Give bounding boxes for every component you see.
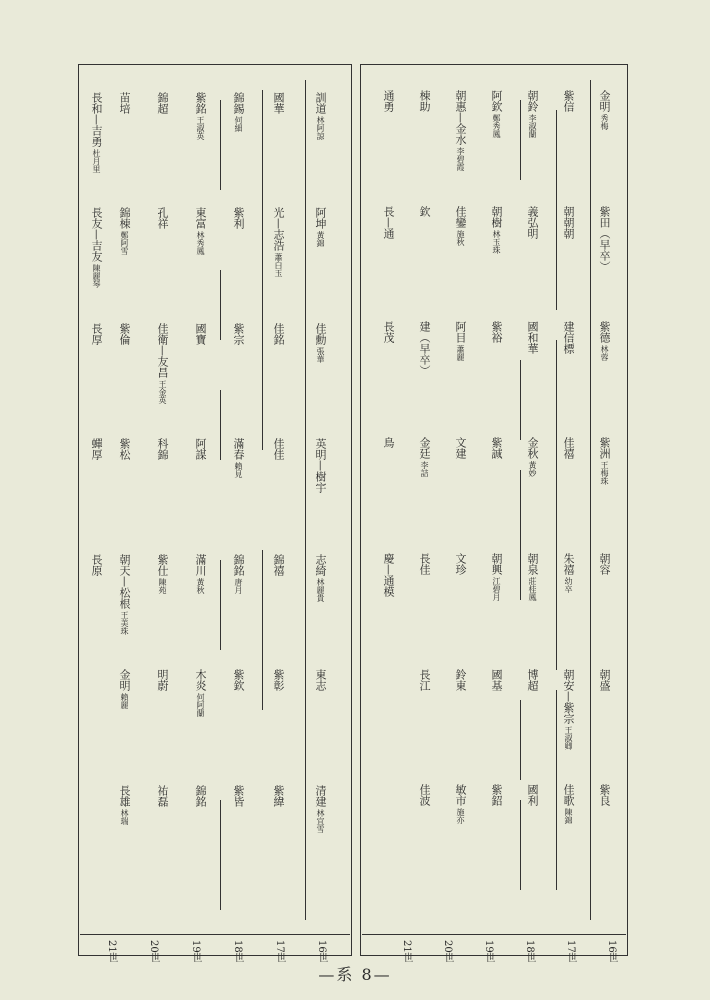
spouse-note: 李詰 [420,461,429,478]
person-entry [156,554,168,594]
person-entry [272,554,284,576]
spouse-note: 杜月里 [92,149,101,173]
person-entry [490,669,502,691]
person-name: 滿春 [232,438,245,461]
person-entry [418,206,430,217]
person-entry [118,207,130,255]
person-name: 阿欽 [490,90,503,112]
generation-label: 21世 [401,940,412,963]
spouse-note: 林阿諒 [316,116,325,140]
person-name: 東志 [314,669,327,692]
person-entry [314,323,326,363]
person-entry [118,323,130,345]
spouse-note: 王淑英 [196,116,205,140]
person-name: 棟助 [418,90,431,112]
person-name: 阿目 [454,321,467,344]
person-entry [272,785,284,807]
person-entry [382,437,394,448]
person-entry [526,669,538,691]
person-name: 佳衛—友昌 [156,322,169,378]
person-entry [454,206,466,246]
person-entry [314,207,326,247]
generation-label: 18世 [232,940,243,963]
tree-branch-left-7 [220,560,221,650]
person-name: 科錦 [156,438,169,461]
person-name: 佳禧 [562,437,575,460]
person-name: 紫銘 [194,92,207,114]
generation-label: 16世 [316,940,327,963]
person-name: 紫利 [232,207,245,230]
person-name: 光—志浩 [272,207,285,252]
person-entry [232,669,244,691]
spouse-note: 陳錦 [564,808,573,825]
person-name: 國利 [526,784,539,807]
gen-divider-left-top [80,934,350,935]
person-name: 紫誠 [490,437,503,460]
person-entry [314,669,326,691]
person-entry [526,321,538,354]
person-entry [490,321,502,343]
generation-label: 20世 [442,940,453,963]
person-name: 錦棟 [118,207,131,230]
person-name: 蟬厚 [90,438,103,461]
person-entry [232,92,244,132]
person-name: 紫欽 [232,669,245,692]
spouse-note: 李碧霞 [456,147,465,171]
spouse-note: 黃妙 [528,461,537,478]
person-entry [454,669,466,691]
spouse-note: 賴麗 [120,693,129,710]
person-entry [562,784,574,824]
person-entry [194,438,206,460]
person-name: 國華 [272,92,285,114]
person-entry [194,323,206,345]
person-name: 錦銘 [194,784,207,807]
person-name: 文珍 [454,552,467,575]
person-name: 紫良 [598,784,611,807]
tree-branch-left-8 [220,800,221,910]
person-entry [156,438,168,460]
person-name: 長—通 [382,205,395,239]
tree-branch-right-4 [520,100,521,180]
tree-branch-right-6 [520,470,521,600]
person-entry [418,784,430,806]
person-name: 紫洲 [598,437,611,460]
spouse-note: 蕭麗 [456,345,465,362]
generation-label: 17世 [274,940,285,963]
person-name: 祐磊 [156,784,169,807]
person-entry [418,669,430,691]
person-name: 紫田（早卒） [598,205,611,272]
tree-branch-left-3 [262,550,263,710]
person-name: 志綺 [314,553,327,576]
generation-label: 17世 [565,940,576,963]
person-name: 國和華 [526,321,539,355]
tree-branch-right-7 [520,700,521,780]
person-name: 鳥 [382,437,395,449]
person-name: 紫德 [598,321,611,344]
tree-branch-right-8 [520,800,521,890]
spouse-note: 賴見 [234,462,243,479]
person-entry [90,207,102,288]
person-name: 建（早卒） [418,321,431,377]
person-name: 苗培 [118,92,131,114]
spouse-note: 蕭白玉 [274,253,283,278]
person-name: 佳鑾 [454,205,467,228]
person-entry [382,206,394,239]
tree-trunk-left [305,80,306,920]
person-name: 紫信 [562,90,575,112]
spouse-note: 黃錦 [316,231,325,248]
person-entry [156,92,168,114]
person-name: 義弘明 [526,205,539,239]
person-name: 紫宗 [232,322,245,345]
person-entry [418,90,430,112]
person-name: 阿謀 [194,438,207,461]
person-name: 紫緯 [272,784,285,807]
person-entry [156,669,168,691]
tree-branch-left-2 [262,190,263,450]
person-entry [598,553,610,575]
generation-label: 18世 [524,940,535,963]
tree-trunk-right [590,80,591,920]
person-entry [454,553,466,575]
spouse-note: 莊桂鳳 [528,576,537,601]
person-name: 長和—吉勇 [90,92,103,147]
person-name: 金秋 [526,437,539,460]
spouse-note: 王金英 [158,379,167,404]
person-name: 文建 [454,437,467,460]
person-entry [598,669,610,691]
person-name: 朝樹 [490,205,503,228]
person-name: 英明—樹宇 [314,438,327,494]
person-name: 錦銘 [232,553,245,576]
person-name: 慶—通模 [382,552,395,597]
person-entry [454,784,466,824]
person-name: 紫彰 [272,669,285,692]
generation-label: 20世 [148,940,159,963]
person-name: 朝安—紫宗 [562,668,575,724]
person-entry [454,90,466,171]
tree-branch-right-3 [556,690,557,890]
tree-branch-left-1 [262,90,263,200]
person-entry [382,553,394,597]
generation-label: 16世 [606,940,617,963]
person-entry [562,206,574,239]
person-name: 訓道 [314,92,327,114]
tree-branch-right-5 [520,360,521,440]
person-name: 朝惠—金水 [454,90,467,145]
person-name: 朝盛 [598,668,611,691]
person-name: 朝鈴 [526,90,539,112]
person-name: 朝容 [598,552,611,575]
person-name: 長江 [418,668,431,691]
gen-divider-right-top [362,934,626,935]
person-entry [194,554,206,594]
spouse-note: 王美珠 [120,610,129,635]
person-entry [118,92,130,114]
person-entry [90,554,102,576]
person-entry [118,554,130,635]
person-name: 金明 [598,90,611,112]
person-name: 國寶 [194,322,207,345]
person-entry [272,669,284,691]
person-name: 佳佳 [272,438,285,461]
person-entry [490,553,502,601]
person-name: 長友—吉友 [90,207,103,263]
person-name: 博超 [526,668,539,691]
generation-label: 19世 [483,940,494,963]
spouse-note: 施秋 [456,229,465,246]
person-name: 敏市 [454,784,467,807]
person-entry [194,669,206,717]
spouse-note: 林麗貴 [316,577,325,602]
tree-branch-left-5 [220,270,221,340]
person-name: 錦超 [156,92,169,114]
person-entry [454,321,466,361]
person-name: 錦錫 [232,92,245,114]
person-entry [418,553,430,575]
person-entry [90,92,102,173]
person-name: 建信標 [562,321,575,355]
person-entry [156,785,168,807]
person-entry [90,323,102,345]
person-name: 金明 [118,669,131,692]
person-entry [90,438,102,460]
person-name: 朝朝朝 [562,205,575,239]
person-entry [526,206,538,239]
spouse-note: 林宜雪 [316,808,325,833]
person-entry [272,207,284,277]
page-footer: —系 8— [318,965,392,984]
person-name: 長原 [90,553,103,576]
person-name: 長雄 [118,784,131,807]
person-entry [118,438,130,460]
person-name: 長茂 [382,321,395,344]
person-name: 佳勳 [314,322,327,345]
person-entry [314,438,326,493]
person-entry [418,437,430,477]
tree-branch-left-6 [220,390,221,460]
spouse-note: 陳苑 [158,577,167,594]
person-name: 紫松 [118,438,131,461]
generation-label: 21世 [106,940,117,963]
person-entry [118,669,130,709]
person-name: 紫倫 [118,322,131,345]
person-name: 清建 [314,784,327,807]
person-entry [194,207,206,255]
generation-label: 19世 [190,940,201,963]
spouse-note: 秀梅 [600,114,609,130]
person-entry [314,785,326,833]
person-entry [232,785,244,807]
person-entry [272,323,284,345]
person-name: 佳波 [418,784,431,807]
person-name: 滿川 [194,553,207,576]
person-entry [562,669,574,750]
spouse-note: 王梅珠 [600,461,609,486]
person-name: 錦禧 [272,553,285,576]
tree-branch-left-4 [220,100,221,190]
tree-branch-right-1 [556,110,557,310]
person-entry [598,206,610,272]
person-entry [382,321,394,343]
person-entry [490,206,502,254]
spouse-note: 幼卒 [564,576,573,593]
person-entry [232,554,244,594]
spouse-note: 林秀鳳 [196,231,205,256]
spouse-note: 王淑卿 [564,725,573,750]
person-name: 明蔚 [156,669,169,692]
person-entry [526,553,538,601]
person-entry [194,785,206,807]
person-name: 東富 [194,207,207,230]
person-entry [156,323,168,404]
person-name: 長佳 [418,552,431,575]
tree-branch-right-2 [556,340,557,670]
person-entry [562,553,574,593]
spouse-note: 江碧月 [492,576,501,601]
spouse-note: 鄭秀鳳 [492,114,501,138]
person-entry [232,438,244,478]
person-entry [194,92,206,140]
person-entry [314,92,326,140]
person-name: 朱禧 [562,552,575,575]
person-name: 金廷 [418,437,431,460]
person-entry [272,438,284,460]
spouse-note: 張華 [316,346,325,363]
spouse-note: 林玉珠 [492,229,501,254]
spouse-note: 施亦 [456,808,465,825]
spouse-note: 李淑蘭 [528,114,537,138]
person-entry [598,321,610,361]
person-name: 朝天—松根 [118,553,131,609]
person-name: 紫皆 [232,784,245,807]
spouse-note: 鄭阿雪 [120,231,129,256]
person-entry [598,437,610,485]
person-entry [490,437,502,459]
person-name: 鈴東 [454,668,467,691]
spouse-note: 林瑞 [120,808,129,825]
person-name: 國基 [490,668,503,691]
person-entry [118,785,130,825]
person-name: 通勇 [382,90,395,112]
person-entry [562,321,574,354]
person-name: 孔祥 [156,207,169,230]
person-entry [454,437,466,459]
person-name: 朝泉 [526,552,539,575]
person-name: 佳歌 [562,784,575,807]
person-entry [418,321,430,376]
spouse-note: 黃秋 [196,577,205,594]
person-entry [562,90,574,112]
person-name: 欽 [418,205,431,217]
person-entry [526,90,538,138]
person-entry [490,90,502,138]
person-entry [232,207,244,229]
person-name: 佳銘 [272,322,285,345]
person-entry [562,437,574,459]
person-entry [490,784,502,806]
person-name: 木炎 [194,669,207,692]
spouse-note: 唐月 [234,577,243,594]
person-entry [232,323,244,345]
spouse-note: 何阿蘭 [196,693,205,718]
person-entry [272,92,284,114]
person-entry [526,437,538,477]
person-entry [598,784,610,806]
right-panel-frame [360,64,628,956]
person-name: 紫仕 [156,553,169,576]
spouse-note: 何細 [234,116,243,132]
spouse-note: 林蓉 [600,345,609,362]
person-name: 紫裕 [490,321,503,344]
person-entry [598,90,610,130]
person-entry [156,207,168,229]
person-entry [526,784,538,806]
person-name: 朝興 [490,552,503,575]
spouse-note: 陳麗琴 [92,264,101,289]
person-name: 紫鉊 [490,784,503,807]
person-name: 長厚 [90,322,103,345]
person-name: 阿坤 [314,207,327,230]
person-entry [314,554,326,602]
person-entry [382,90,394,112]
